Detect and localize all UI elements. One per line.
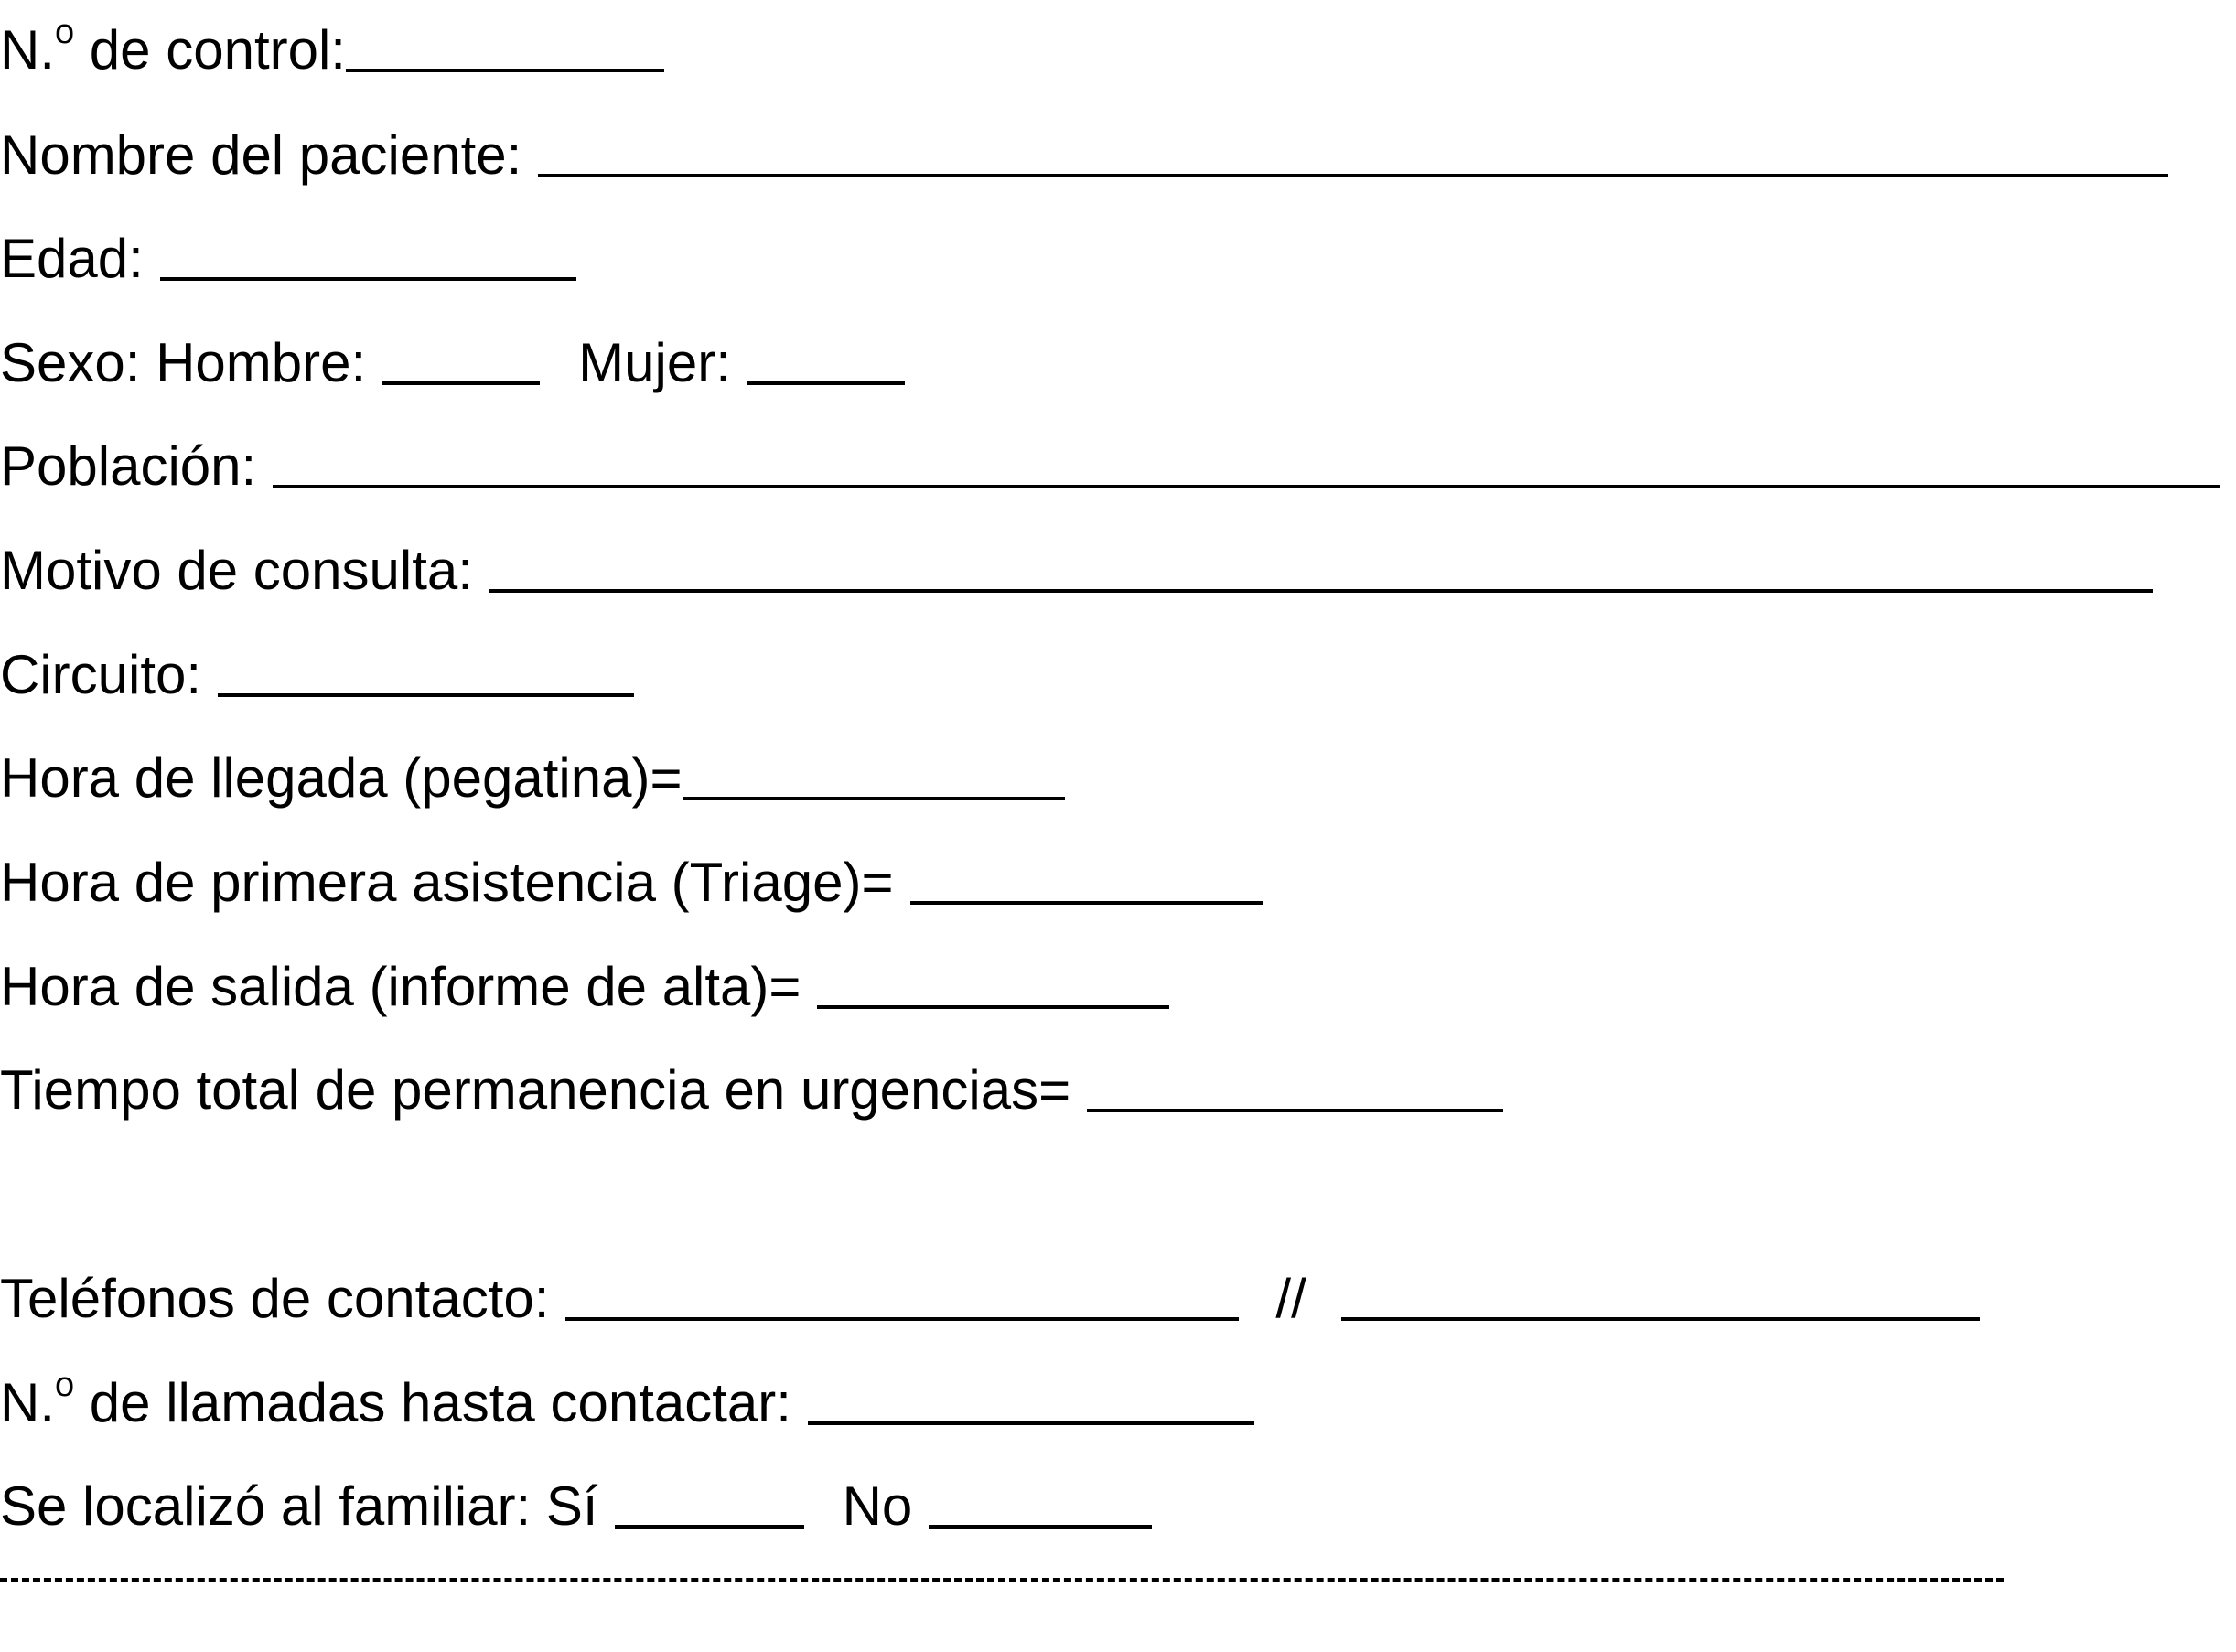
phone-separator: // [1275,1268,1306,1329]
patient-name-row [0,110,2168,186]
sex-label: Sexo: Hombre: [0,332,367,393]
sex-female-label: Mujer: [578,332,731,393]
reason-label: Motivo de consulta: [0,540,473,601]
phone-2-field[interactable] [1341,1316,1980,1321]
circuit-row [0,629,634,703]
patient-name-field[interactable] [538,173,2168,177]
total-time-field[interactable] [1087,1108,1503,1112]
age-label: Edad: [0,228,144,289]
first-care-time-label: Hora de primera asistencia (Triage)= [0,852,894,913]
calls-label: N.$^o$ de llamadas hasta contactar: [0,1366,791,1433]
age-field[interactable] [160,276,576,281]
departure-time-row [0,941,1169,1017]
reason-row [0,525,2153,601]
total-time-row [0,1045,1503,1121]
age-row [0,213,576,289]
population-label: Población: [0,435,257,497]
patient-name-label: Nombre del paciente: [0,124,522,186]
circuit-field[interactable] [218,692,634,697]
family-located-row [0,1461,1152,1537]
departure-time-field[interactable] [817,1004,1169,1009]
family-no-label: No [842,1475,913,1537]
population-field[interactable] [273,484,2220,488]
first-care-time-row [0,837,1263,913]
phones-row [0,1253,1980,1329]
control-number-label: N.$^o$ de control: [0,13,346,80]
first-care-time-field[interactable] [910,900,1263,905]
arrival-time-field[interactable] [683,796,1065,800]
arrival-time-label: Hora de llegada (pegatina)= [0,747,683,809]
control-number-field[interactable] [346,68,664,72]
control-number-row [0,5,664,78]
family-located-label: Se localizó al familiar: Sí [0,1475,598,1537]
phone-1-field[interactable] [565,1316,1239,1321]
total-time-label: Tiempo total de permanencia en urgencias= [0,1059,1071,1121]
reason-field[interactable] [489,588,2153,593]
population-row [0,421,2220,497]
circuit-label: Circuito: [0,644,202,705]
sex-female-field[interactable] [747,381,905,385]
sex-row [0,317,905,391]
phones-label: Teléfonos de contacto: [0,1268,550,1329]
arrival-time-row [0,733,1065,809]
departure-time-label: Hora de salida (informe de alta)= [0,956,801,1017]
calls-row [0,1357,1254,1431]
family-no-field[interactable] [929,1524,1152,1529]
sex-male-field[interactable] [382,381,540,385]
family-yes-field[interactable] [615,1524,804,1529]
dashed-separator [0,1578,2004,1582]
calls-field[interactable] [808,1421,1254,1425]
